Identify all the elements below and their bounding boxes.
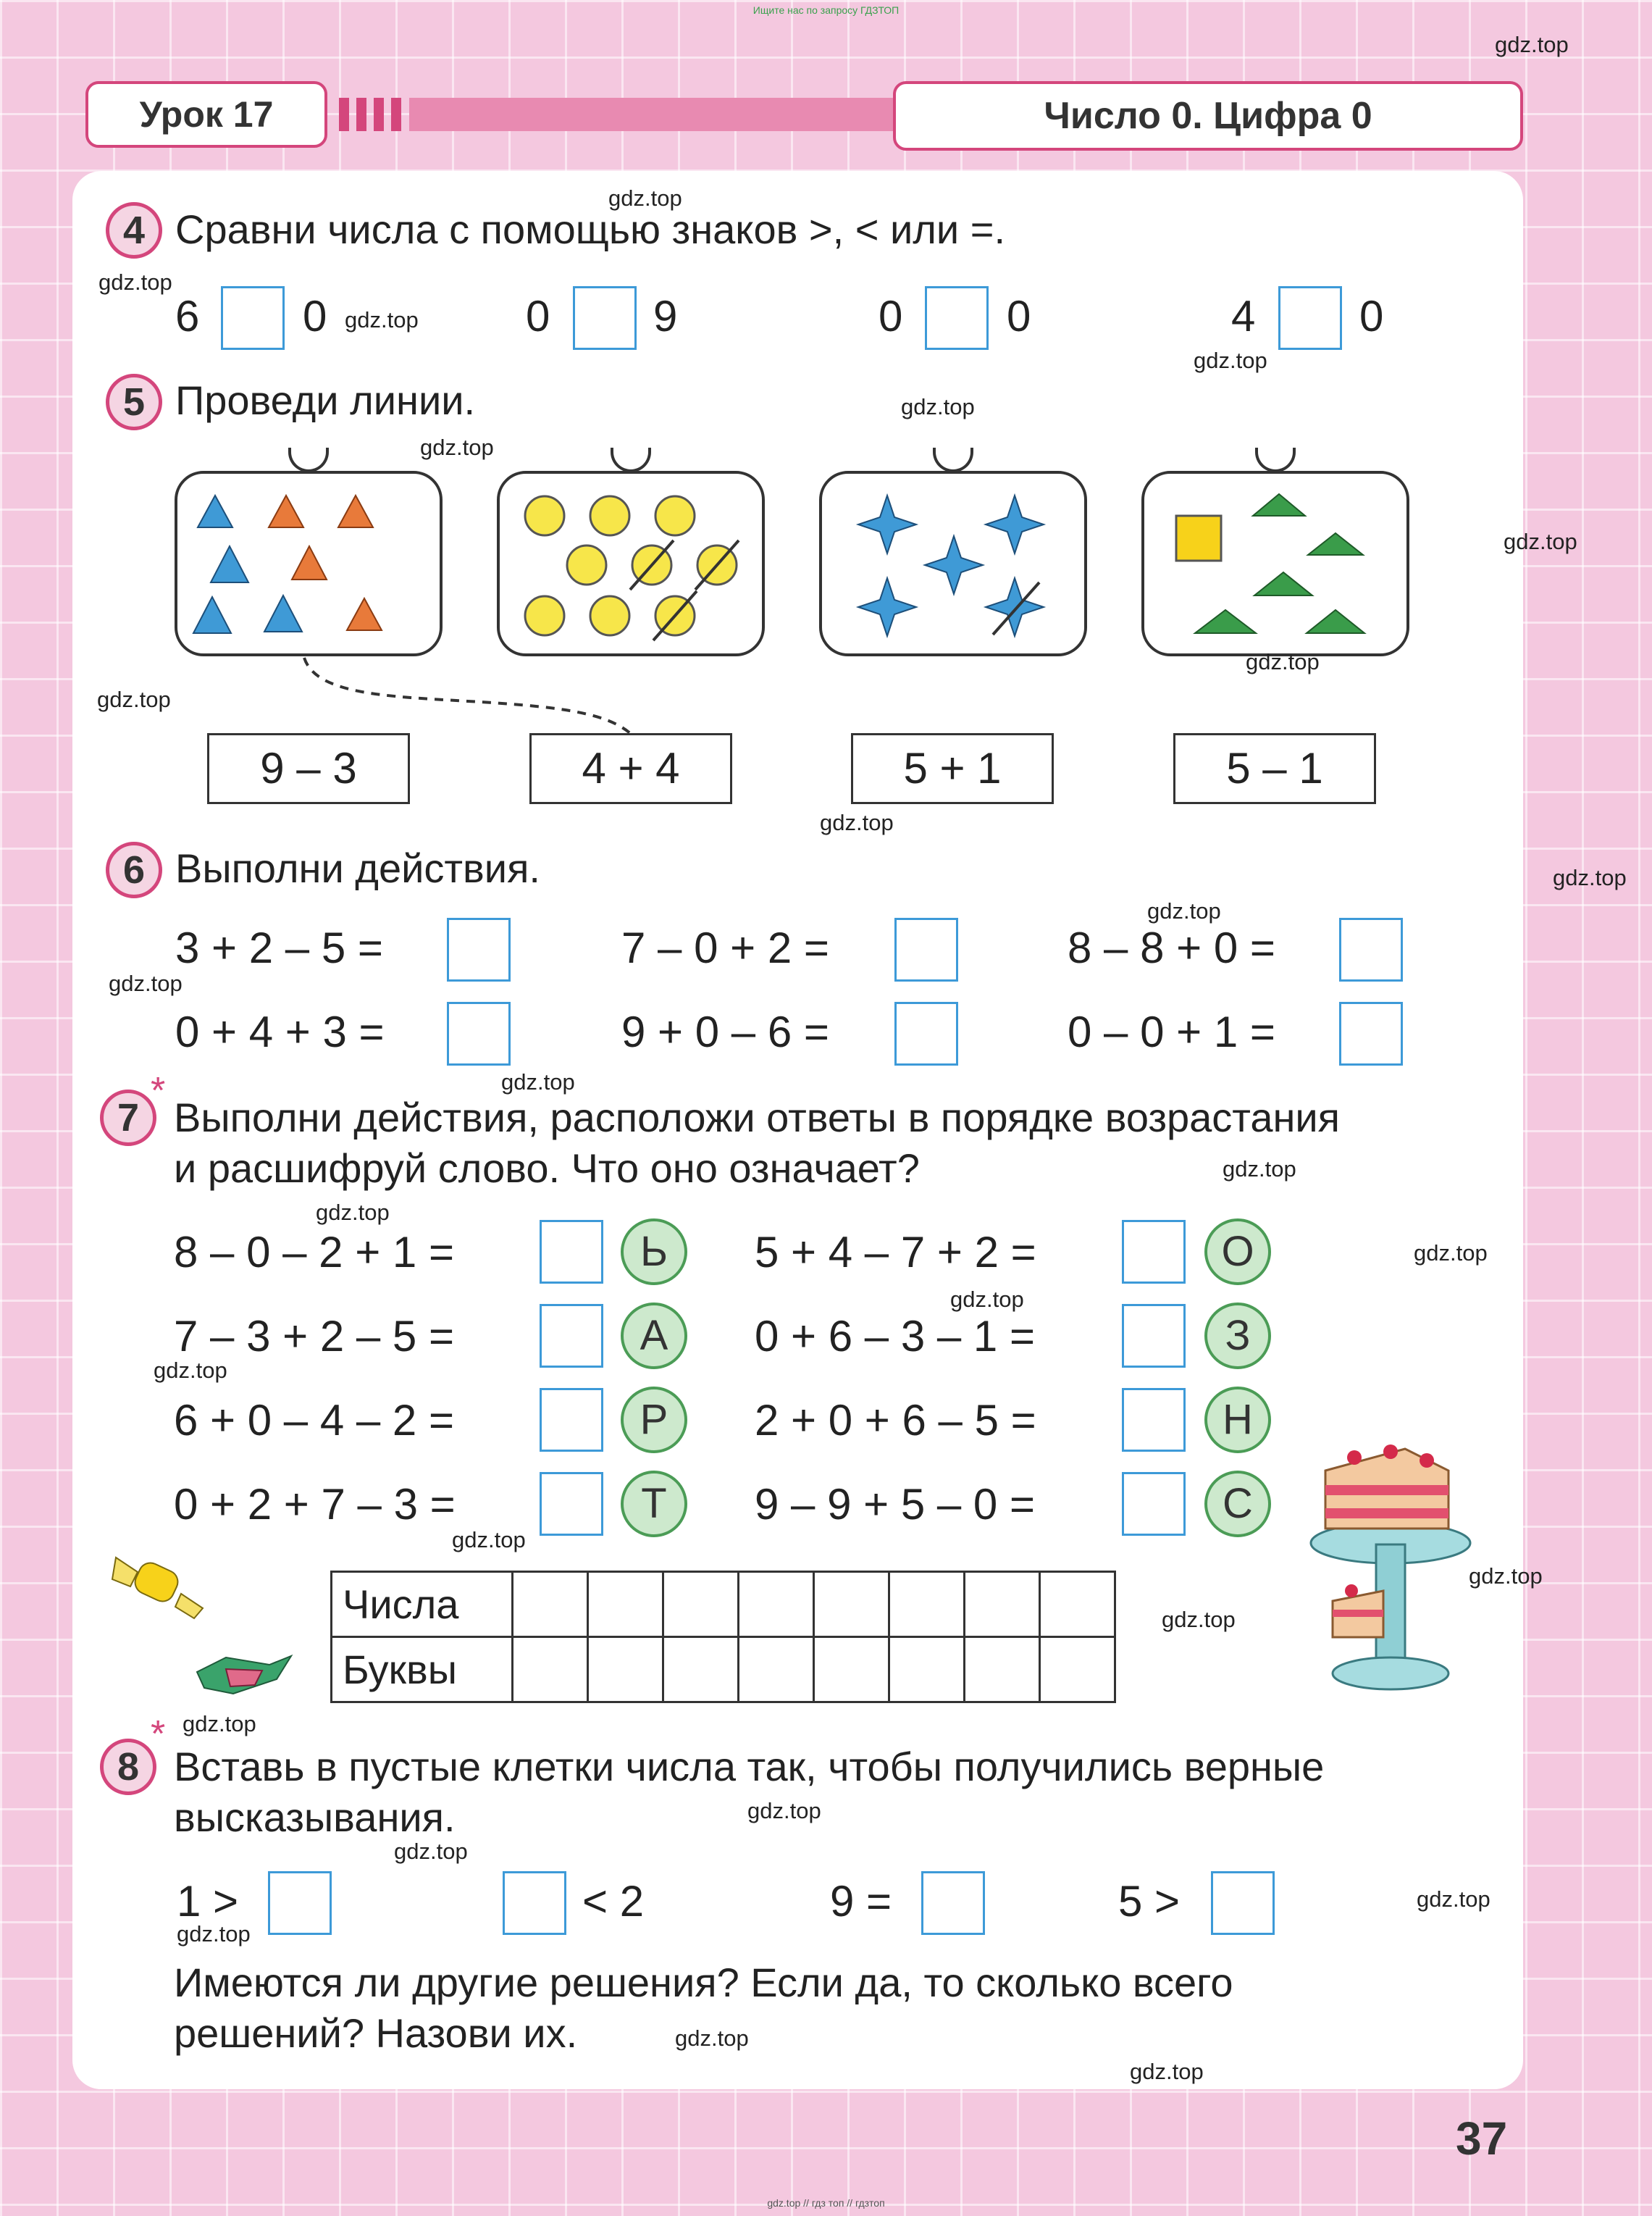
watermark: gdz.top — [1469, 1563, 1543, 1589]
watermark: gdz.top — [98, 269, 172, 295]
table-row — [332, 1637, 1115, 1702]
circle-yellow — [655, 496, 695, 535]
table-cell[interactable] — [513, 1572, 588, 1637]
star-blue — [858, 496, 916, 553]
table-row-label-numbers: Числа — [332, 1572, 513, 1637]
compare-2-left: 0 — [526, 292, 550, 340]
code-answer-box[interactable] — [1122, 1304, 1186, 1368]
watermark: gdz.top — [820, 810, 894, 835]
table-cell[interactable] — [965, 1637, 1040, 1702]
statement-4-left: 5 > — [1118, 1877, 1181, 1926]
table-cell[interactable] — [889, 1637, 965, 1702]
lesson-topic: Число 0. Цифра 0 — [893, 81, 1523, 151]
expression-box-2[interactable]: 4 + 4 — [529, 733, 732, 804]
figure-group-4[interactable] — [1141, 471, 1409, 656]
code-letter: О — [1204, 1218, 1271, 1285]
calc-expression: 0 + 4 + 3 = — [175, 1008, 385, 1056]
watermark: gdz.top — [1194, 348, 1267, 373]
watermark: gdz.top — [452, 1527, 526, 1552]
triangle-orange — [347, 598, 382, 630]
watermark: gdz.top — [501, 1069, 575, 1095]
calc-answer-box[interactable] — [894, 1002, 958, 1066]
table-cell[interactable] — [814, 1637, 889, 1702]
code-expression: 6 + 0 – 4 – 2 = — [174, 1396, 454, 1444]
table-cell[interactable] — [814, 1572, 889, 1637]
calc-expression: 9 + 0 – 6 = — [621, 1008, 829, 1056]
watermark: gdz.top — [420, 435, 494, 460]
code-letter: Р — [621, 1387, 687, 1453]
statement-2-right: < 2 — [582, 1877, 645, 1926]
watermark: gdz.top — [1147, 898, 1221, 924]
table-cell[interactable] — [663, 1572, 739, 1637]
watermark: gdz.top — [1553, 865, 1627, 890]
task-5-number: 5 — [106, 374, 162, 430]
code-answer-box[interactable] — [540, 1304, 603, 1368]
circle-yellow — [525, 496, 564, 535]
calc-answer-box[interactable] — [1339, 918, 1403, 982]
calc-answer-box[interactable] — [1339, 1002, 1403, 1066]
code-answer-box[interactable] — [1122, 1388, 1186, 1452]
task-6-text: Выполни действия. — [175, 845, 540, 891]
code-letter: Т — [621, 1471, 687, 1537]
expression-box-3[interactable]: 5 + 1 — [851, 733, 1054, 804]
compare-1-box[interactable] — [221, 286, 285, 350]
compare-4-right: 0 — [1359, 292, 1384, 340]
calc-expression: 0 – 0 + 1 = — [1068, 1008, 1275, 1056]
watermark: gdz.top — [950, 1287, 1024, 1312]
code-answer-box[interactable] — [540, 1472, 603, 1536]
circle-yellow — [567, 545, 606, 585]
calc-answer-box[interactable] — [447, 1002, 511, 1066]
watermark: gdz.top — [1130, 2059, 1204, 2084]
statement-1-box[interactable] — [268, 1871, 332, 1935]
top-note: Ищите нас по запросу ГДЗТОП — [752, 4, 900, 16]
watermark: gdz.top — [109, 971, 183, 996]
compare-1-left: 6 — [175, 292, 200, 340]
code-expression: 8 – 0 – 2 + 1 = — [174, 1228, 454, 1276]
square-triangles-picture — [1144, 474, 1406, 653]
code-expression: 5 + 4 – 7 + 2 = — [755, 1228, 1036, 1276]
star-blue — [925, 536, 983, 594]
watermark: gdz.top — [177, 1921, 251, 1947]
code-answer-box[interactable] — [540, 1220, 603, 1284]
calc-answer-box[interactable] — [894, 918, 958, 982]
dashed-connection-line — [290, 652, 666, 739]
triangle-orange — [338, 496, 373, 527]
watermark: gdz.top — [901, 394, 975, 419]
table-cell[interactable] — [889, 1572, 965, 1637]
code-answer-box[interactable] — [1122, 1220, 1186, 1284]
circle-yellow — [590, 496, 629, 535]
code-letter: А — [621, 1303, 687, 1369]
watermark: gdz.top — [154, 1358, 227, 1383]
task-8-text-line1: Вставь в пустые клетки числа так, чтобы получились верные — [174, 1744, 1325, 1789]
task-4-text: Сравни числа с помощью знаков >, < или =. — [175, 206, 1006, 252]
table-row — [332, 1572, 1115, 1637]
compare-3-box[interactable] — [925, 286, 989, 350]
circle-yellow — [590, 596, 629, 635]
statement-4-box[interactable] — [1211, 1871, 1275, 1935]
table-cell[interactable] — [588, 1572, 663, 1637]
triangle-green — [1254, 572, 1312, 595]
statement-3-box[interactable] — [921, 1871, 985, 1935]
statement-3-left: 9 = — [830, 1877, 892, 1926]
task-8-star: * — [151, 1713, 166, 1755]
table-cell[interactable] — [513, 1637, 588, 1702]
lesson-label: Урок 17 — [85, 81, 327, 148]
triangle-green — [1195, 610, 1256, 633]
watermark: gdz.top — [183, 1711, 256, 1736]
triangle-green — [1253, 494, 1305, 516]
watermark: gdz.top — [97, 687, 171, 712]
watermark: gdz.top — [675, 2025, 749, 2051]
triangle-orange — [292, 546, 327, 580]
task-5-text: Проведи линии. — [175, 377, 476, 423]
code-letter: З — [1204, 1303, 1271, 1369]
statement-1-left: 1 > — [177, 1877, 239, 1926]
candy-wrapper-icon — [190, 1643, 298, 1708]
task-8-text-line2: высказывания. — [174, 1794, 456, 1840]
table-cell[interactable] — [1040, 1572, 1115, 1637]
table-cell[interactable] — [663, 1637, 739, 1702]
table-cell[interactable] — [588, 1637, 663, 1702]
figure-group-1[interactable] — [175, 471, 443, 656]
calc-expression: 7 – 0 + 2 = — [621, 924, 829, 972]
triangle-green — [1308, 533, 1363, 555]
answer-table — [330, 1571, 1116, 1703]
task-6-number: 6 — [106, 842, 162, 898]
triangle-blue — [198, 496, 232, 527]
triangle-blue — [211, 546, 248, 582]
watermark: gdz.top — [1246, 649, 1320, 674]
watermark: gdz.top — [1162, 1607, 1236, 1632]
code-expression: 0 + 2 + 7 – 3 = — [174, 1480, 456, 1529]
compare-1-right: 0 — [303, 292, 327, 340]
cake-stand-icon — [1304, 1420, 1477, 1710]
bottom-note: gdz.top // гдз топ // гдзтоп — [767, 2197, 885, 2209]
calc-expression: 3 + 2 – 5 = — [175, 924, 383, 972]
circle-yellow — [525, 596, 564, 635]
task-7-star: * — [151, 1070, 166, 1112]
compare-2-right: 9 — [653, 292, 678, 340]
code-letter: Ь — [621, 1218, 687, 1285]
statement-2-box[interactable] — [503, 1871, 566, 1935]
calc-answer-box[interactable] — [447, 918, 511, 982]
calc-expression: 8 – 8 + 0 = — [1068, 924, 1275, 972]
watermark: gdz.top — [316, 1200, 390, 1225]
figure-group-3[interactable] — [819, 471, 1087, 656]
compare-3-left: 0 — [879, 292, 903, 340]
watermark: gdz.top — [608, 185, 682, 211]
task-7-number: 7 — [100, 1090, 156, 1146]
task-8-question-line1: Имеются ли другие решения? Если да, то сколько всего — [174, 1960, 1233, 2005]
figure-group-2[interactable] — [497, 471, 765, 656]
table-row-label-letters: Буквы — [332, 1637, 513, 1702]
candy-icon — [109, 1543, 210, 1623]
expression-box-4[interactable]: 5 – 1 — [1173, 733, 1376, 804]
watermark: gdz.top — [394, 1839, 468, 1864]
table-cell[interactable] — [739, 1637, 814, 1702]
table-cell[interactable] — [965, 1572, 1040, 1637]
watermark: gdz.top — [1504, 529, 1577, 554]
triangle-green — [1307, 610, 1364, 633]
watermark: gdz.top — [1417, 1886, 1490, 1912]
triangle-blue — [264, 595, 302, 632]
code-answer-box[interactable] — [540, 1388, 603, 1452]
header-band — [409, 98, 894, 131]
watermark: gdz.top — [1223, 1156, 1296, 1182]
compare-4-left: 4 — [1231, 292, 1256, 340]
compare-2-box[interactable] — [573, 286, 637, 350]
task-8-number: 8 — [100, 1739, 156, 1795]
triangle-blue — [193, 597, 231, 633]
code-answer-box[interactable] — [1122, 1472, 1186, 1536]
page-number: 37 — [1456, 2112, 1508, 2165]
code-expression: 9 – 9 + 5 – 0 = — [755, 1480, 1035, 1529]
circles-picture — [500, 474, 762, 653]
code-expression: 0 + 6 – 3 – 1 = — [755, 1312, 1035, 1360]
task-7-text-line1: Выполни действия, расположи ответы в порядке возрастания — [174, 1095, 1340, 1140]
triangle-orange — [269, 496, 303, 527]
watermark: gdz.top — [345, 307, 419, 333]
task-7-text-line2: и расшифруй слово. Что оно означает? — [174, 1145, 920, 1191]
stars-picture — [822, 474, 1084, 653]
task-4-number: 4 — [106, 202, 162, 259]
code-expression: 7 – 3 + 2 – 5 = — [174, 1312, 454, 1360]
code-letter: С — [1204, 1471, 1271, 1537]
star-blue — [858, 578, 916, 636]
compare-3-right: 0 — [1007, 292, 1031, 340]
triangles-picture — [177, 474, 440, 653]
table-cell[interactable] — [1040, 1637, 1115, 1702]
code-expression: 2 + 0 + 6 – 5 = — [755, 1396, 1036, 1444]
watermark: gdz.top — [1495, 32, 1569, 57]
watermark: gdz.top — [1414, 1240, 1488, 1266]
watermark: gdz.top — [747, 1798, 821, 1823]
header-stripes — [339, 98, 408, 131]
square-yellow — [1176, 516, 1221, 561]
star-blue — [986, 496, 1044, 553]
table-cell[interactable] — [739, 1572, 814, 1637]
task-8-question-line2: решений? Назови их. — [174, 2010, 578, 2056]
compare-4-box[interactable] — [1278, 286, 1342, 350]
code-letter: Н — [1204, 1387, 1271, 1453]
expression-box-1[interactable]: 9 – 3 — [207, 733, 410, 804]
